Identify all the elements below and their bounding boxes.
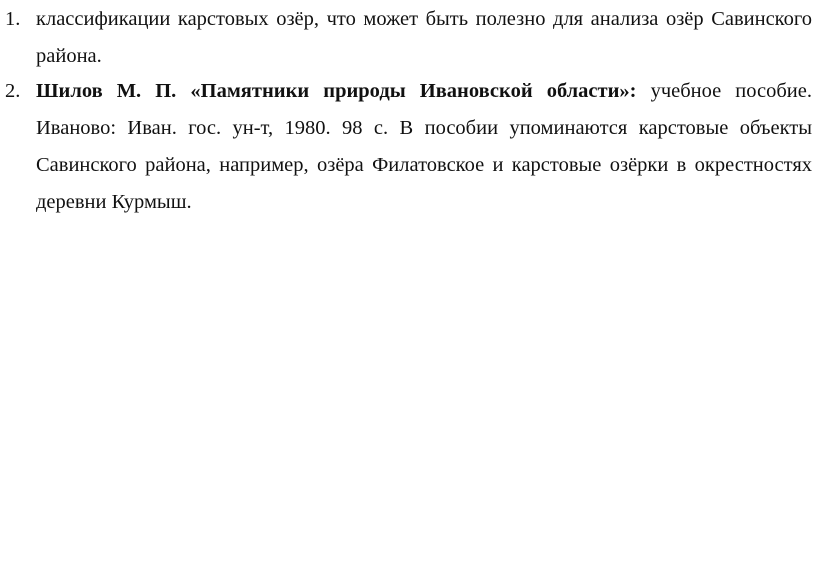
reference-body-text: классификации карстовых озёр, что может быть полезно для анализа озёр Савинского района.	[36, 8, 812, 67]
reference-number: 2.	[5, 80, 21, 102]
reference-text	[36, 1, 812, 75]
reference-number: 1.	[5, 8, 21, 30]
reference-item-1	[5, 1, 812, 75]
reference-title-bold: Шилов М. П. «Памятники природы Ивановской области»:	[36, 80, 637, 102]
reference-item-2	[5, 73, 812, 221]
reference-body-text: учебное пособие. Иваново: Иван. гос. ун-т, 1980. 98 с. В пособии упоминаются карстовые объекты Савинского района, например, озёра Филатовское и карстовые озёрки в окрестностях деревни Курмыш.	[36, 80, 812, 213]
reference-text	[36, 73, 812, 221]
